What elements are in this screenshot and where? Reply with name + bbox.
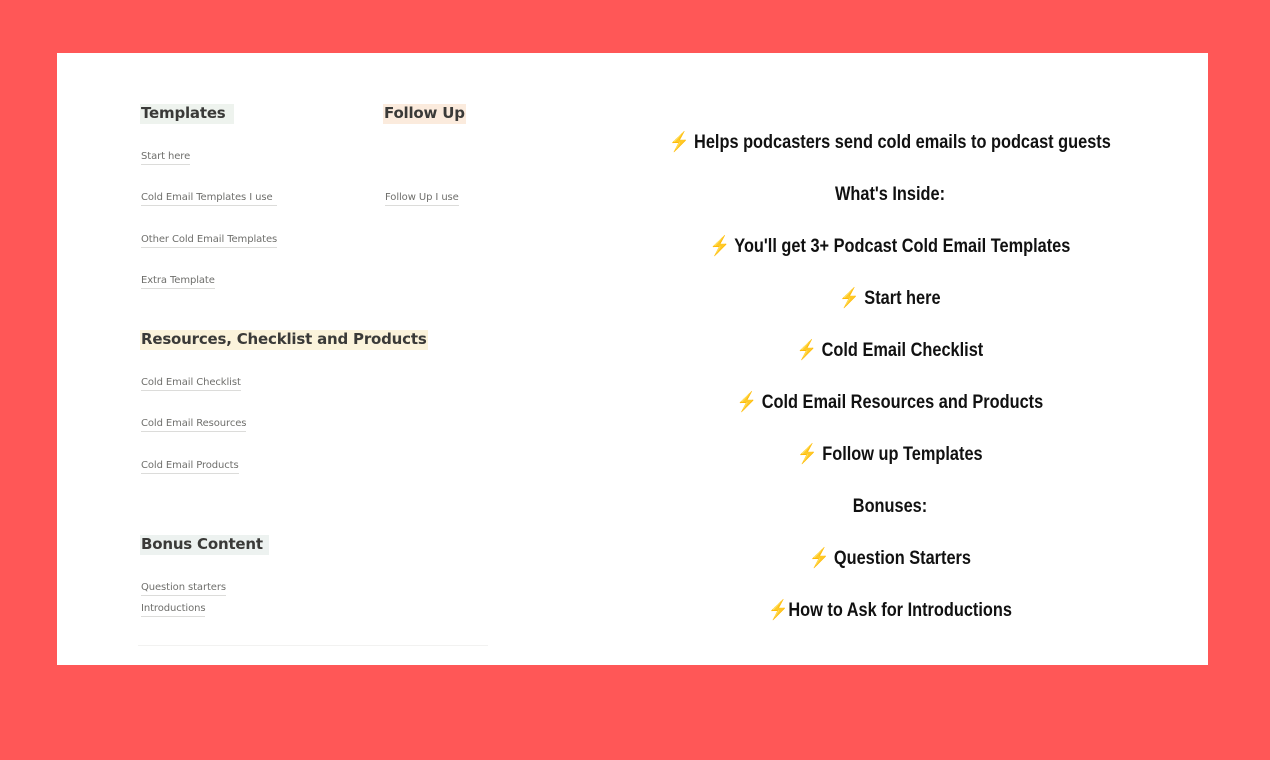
divider: [138, 645, 488, 646]
feature-follow-up: ⚡ Follow up Templates: [797, 444, 983, 465]
bonus-introductions: ⚡How to Ask for Introductions: [768, 600, 1012, 621]
link-other-cold-email-templates[interactable]: Other Cold Email Templates: [141, 234, 277, 248]
templates-heading: Templates: [140, 104, 234, 124]
bonus-question-starters: ⚡ Question Starters: [808, 548, 972, 569]
link-introductions[interactable]: Introductions: [141, 603, 205, 617]
link-follow-up-i-use[interactable]: Follow Up I use: [385, 192, 459, 206]
feature-resources-products: ⚡ Cold Email Resources and Products: [736, 392, 1044, 413]
link-cold-email-checklist[interactable]: Cold Email Checklist: [141, 377, 241, 391]
feature-start-here: ⚡ Start here: [839, 288, 941, 309]
link-start-here[interactable]: Start here: [141, 151, 190, 165]
feature-checklist: ⚡ Cold Email Checklist: [796, 340, 984, 361]
bonuses-heading: Bonuses:: [852, 496, 928, 517]
link-question-starters[interactable]: Question starters: [141, 582, 226, 596]
tagline: ⚡ Helps podcasters send cold emails to podcast guests: [669, 132, 1111, 153]
link-cold-email-products[interactable]: Cold Email Products: [141, 460, 239, 474]
feature-templates: ⚡ You'll get 3+ Podcast Cold Email Templates: [709, 236, 1071, 257]
resources-heading: Resources, Checklist and Products: [141, 330, 427, 348]
follow-up-heading: Follow Up: [384, 104, 465, 122]
whats-inside-heading: What's Inside:: [834, 184, 946, 205]
link-cold-email-resources[interactable]: Cold Email Resources: [141, 418, 246, 432]
link-extra-template[interactable]: Extra Template: [141, 275, 215, 289]
link-cold-email-templates-i-use[interactable]: Cold Email Templates I use: [141, 192, 277, 206]
bonus-content-heading: Bonus Content: [140, 535, 269, 555]
